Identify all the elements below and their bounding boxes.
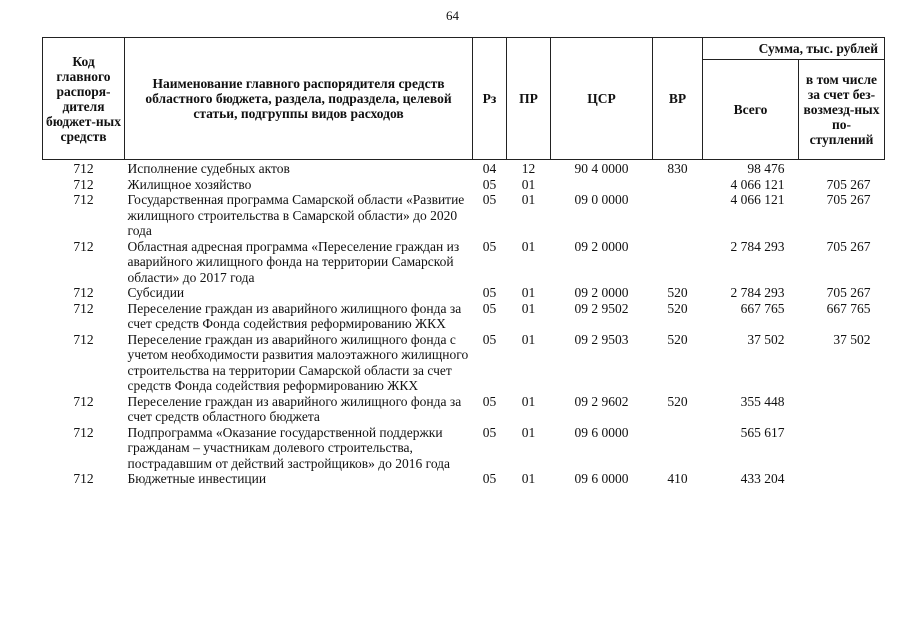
row-kod: 712 — [73, 471, 94, 486]
row-vr: 410 — [667, 471, 688, 486]
table-header — [43, 38, 885, 160]
row-total: 2 784 293 — [730, 238, 785, 254]
row-csr: 09 6 0000 — [574, 471, 629, 486]
header-csr: ЦСР — [551, 38, 653, 160]
header-pr: ПР — [507, 38, 551, 160]
table-row — [43, 394, 885, 425]
table-row — [43, 160, 885, 177]
row-name: Подпрограмма «Оказание государственной поддержки гражданам – участникам долевого строительства, пострадавшим от действий застройщиков» до 2016 года — [127, 424, 451, 471]
table-row — [43, 192, 885, 239]
row-pr: 01 — [521, 331, 536, 347]
row-kod: 712 — [73, 176, 94, 192]
row-rz: 05 — [482, 393, 497, 409]
row-rz: 05 — [482, 285, 497, 300]
row-name: Переселение граждан из аварийного жилищного фонда за счет средств Фонда содействия реформированию ЖКХ — [127, 300, 462, 331]
row-csr: 09 6 0000 — [574, 424, 629, 440]
row-vr: 830 — [667, 161, 688, 176]
row-total: 98 476 — [747, 161, 785, 176]
row-pr: 01 — [521, 176, 536, 192]
header-kod: Код главного распоря-дителя бюджет-ных средств — [43, 38, 125, 160]
row-incl: 705 267 — [826, 285, 871, 300]
row-vr — [653, 177, 703, 193]
row-csr: 09 2 9502 — [574, 300, 629, 316]
row-kod: 712 — [73, 192, 94, 207]
row-incl — [799, 471, 885, 487]
row-kod: 712 — [73, 238, 94, 254]
row-kod: 712 — [73, 285, 94, 300]
row-incl — [799, 160, 885, 177]
row-pr: 12 — [521, 161, 536, 176]
row-incl: 37 502 — [833, 331, 871, 347]
row-name: Бюджетные инвестиции — [127, 471, 267, 486]
row-name: Государственная программа Самарской области «Развитие жилищного строительства в Самарской области» до 2020 года — [127, 192, 465, 238]
row-vr — [653, 239, 703, 286]
row-total: 4 066 121 — [730, 192, 785, 207]
row-vr: 520 — [667, 331, 688, 347]
row-kod: 712 — [73, 161, 94, 176]
row-pr: 01 — [521, 285, 536, 300]
row-pr: 01 — [521, 424, 536, 440]
row-name: Жилищное хозяйство — [127, 176, 252, 192]
row-pr: 01 — [521, 238, 536, 254]
row-csr — [551, 177, 653, 193]
header-incl: в том числе за счет без-возмезд-ных по-ступлений — [799, 60, 885, 160]
table-row — [43, 177, 885, 193]
header-rz: Рз — [473, 38, 507, 160]
table-row — [43, 332, 885, 394]
row-vr: 520 — [667, 393, 688, 409]
row-csr: 90 4 0000 — [574, 161, 629, 176]
table-row — [43, 471, 885, 487]
row-rz: 04 — [482, 161, 497, 176]
row-rz: 05 — [482, 176, 497, 192]
row-incl: 667 765 — [826, 300, 871, 316]
table-body — [43, 160, 885, 487]
page-number: 64 — [446, 8, 459, 23]
row-total: 4 066 121 — [730, 176, 785, 192]
table-row — [43, 285, 885, 301]
row-incl — [799, 394, 885, 425]
row-pr: 01 — [521, 300, 536, 316]
row-pr: 01 — [521, 393, 536, 409]
row-incl — [799, 425, 885, 472]
row-rz: 05 — [482, 238, 497, 254]
row-incl: 705 267 — [826, 192, 871, 207]
row-total: 2 784 293 — [730, 285, 785, 300]
row-name: Областная адресная программа «Переселение граждан из аварийного жилищного фонда на территории Самарской области» до 2017 года — [127, 238, 460, 285]
table-row — [43, 301, 885, 332]
row-csr: 09 0 0000 — [574, 192, 629, 207]
budget-table — [42, 37, 885, 487]
row-pr: 01 — [521, 471, 536, 486]
header-name: Наименование главного распорядителя средств областного бюджета, раздела, подраздела, целевой статьи, подгруппы видов расходов — [125, 38, 473, 160]
header-vr: ВР — [653, 38, 703, 160]
row-name: Исполнение судебных актов — [127, 161, 290, 176]
header-total: Всего — [703, 60, 799, 160]
row-csr: 09 2 9602 — [574, 393, 629, 409]
row-name: Субсидии — [127, 285, 185, 300]
row-incl: 705 267 — [826, 176, 871, 192]
row-pr: 01 — [521, 192, 536, 207]
row-vr: 520 — [667, 300, 688, 316]
row-total: 667 765 — [740, 300, 785, 316]
row-vr — [653, 425, 703, 472]
table-row — [43, 425, 885, 472]
row-rz: 05 — [482, 331, 497, 347]
row-name: Переселение граждан из аварийного жилищного фонда с учетом необходимости развития малоэтажного жилищного строительства на территории Самарской области за счет средств Фонда содействия реформированию ЖКХ — [127, 331, 469, 393]
row-total: 355 448 — [740, 393, 785, 409]
row-kod: 712 — [73, 331, 94, 347]
row-total: 433 204 — [740, 471, 785, 486]
header-sum-group: Сумма, тыс. рублей — [703, 38, 885, 60]
row-rz: 05 — [482, 300, 497, 316]
row-kod: 712 — [73, 300, 94, 316]
row-rz: 05 — [482, 471, 497, 486]
row-kod: 712 — [73, 424, 94, 440]
row-vr — [653, 192, 703, 239]
row-csr: 09 2 9503 — [574, 331, 629, 347]
row-rz: 05 — [482, 424, 497, 440]
row-rz: 05 — [482, 192, 497, 207]
row-incl: 705 267 — [826, 238, 871, 254]
table-row — [43, 239, 885, 286]
row-name: Переселение граждан из аварийного жилищного фонда за счет средств областного бюджета — [127, 393, 462, 424]
row-vr: 520 — [667, 285, 688, 300]
row-kod: 712 — [73, 393, 94, 409]
row-total: 37 502 — [747, 331, 785, 347]
row-total: 565 617 — [740, 424, 785, 440]
row-csr: 09 2 0000 — [574, 238, 629, 254]
row-csr: 09 2 0000 — [574, 285, 629, 300]
